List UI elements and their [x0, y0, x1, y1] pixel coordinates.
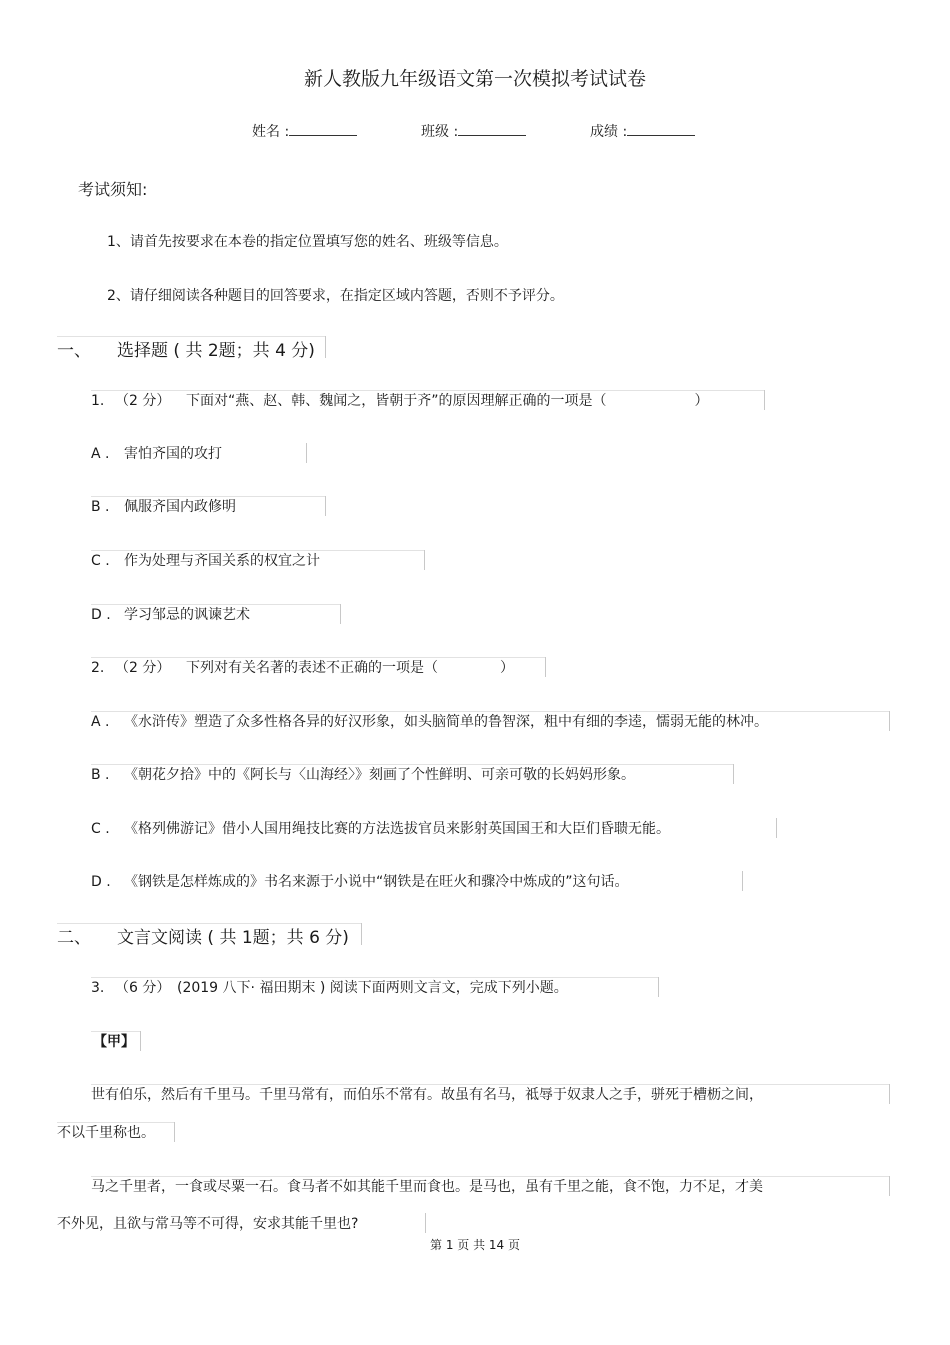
question-stem: 下列对有关名著的表述不正确的一项是（	[186, 660, 438, 676]
option-1c[interactable]	[91, 550, 320, 570]
question-stem: (2019 八下· 福田期末 ) 阅读下面两则文言文，完成下列小题。	[177, 980, 568, 996]
passage-line: 世有伯乐，然后有千里马。千里马常有，而伯乐不常有。故虽有名马，祗辱于奴隶人之手，骈死于槽枥之间，	[91, 1087, 763, 1103]
class-label: 班级 :	[421, 124, 459, 140]
section-frame-line	[361, 923, 362, 945]
option-label: A .	[91, 446, 110, 462]
option-label: C .	[91, 553, 110, 569]
name-blank[interactable]	[289, 121, 357, 136]
option-frame-line	[889, 711, 890, 731]
section-frame-line	[325, 336, 326, 358]
passage-line: 不外见，且欲与常马等不可得，安求其能千里也?	[57, 1216, 359, 1232]
name-label: 姓名 :	[252, 124, 290, 140]
question-3	[91, 977, 568, 997]
class-field[interactable]	[421, 121, 526, 141]
option-label: D .	[91, 607, 111, 623]
option-1d[interactable]	[91, 604, 250, 624]
passage-tag: 【甲】	[93, 1034, 135, 1050]
option-text: 学习邹忌的讽谏艺术	[124, 607, 250, 623]
option-text: 害怕齐国的攻打	[124, 446, 222, 462]
class-blank[interactable]	[458, 121, 526, 136]
notice-item: 2、请仔细阅读各种题目的回答要求，在指定区域内答题，否则不予评分。	[107, 288, 564, 304]
question-number: 1.	[91, 393, 105, 409]
question-score: （6 分）	[115, 980, 171, 996]
option-text: 《钢铁是怎样炼成的》书名来源于小说中“钢铁是在旺火和骤冷中炼成的”这句话。	[124, 874, 629, 890]
section-heading	[57, 923, 349, 948]
option-label: C .	[91, 821, 110, 837]
passage-frame-line	[425, 1213, 426, 1233]
name-field[interactable]	[252, 121, 357, 141]
option-label: B .	[91, 767, 110, 783]
section-title: 文言文阅读 ( 共 1题；共 6 分)	[117, 928, 349, 948]
option-1b[interactable]	[91, 496, 236, 516]
option-frame-line	[742, 871, 743, 891]
question-frame-line	[658, 977, 659, 997]
option-2c[interactable]	[91, 818, 670, 838]
option-frame-line	[424, 550, 425, 570]
section-index: 一、	[57, 341, 91, 361]
score-label: 成绩 :	[590, 124, 628, 140]
section-index: 二、	[57, 928, 91, 948]
option-2b[interactable]	[91, 764, 635, 784]
passage-line: 马之千里者，一食或尽粟一石。食马者不如其能千里而食也。是马也，虽有千里之能，食不饱，力不足，才美	[91, 1179, 763, 1195]
option-text: 作为处理与齐国关系的权宜之计	[124, 553, 320, 569]
notice-item: 1、请首先按要求在本卷的指定位置填写您的姓名、班级等信息。	[107, 234, 508, 250]
option-1a[interactable]	[91, 443, 222, 463]
answer-paren-close: ）	[500, 660, 514, 676]
option-frame-line	[733, 764, 734, 784]
option-text: 佩服齐国内政修明	[124, 499, 236, 515]
passage-frame-line	[889, 1176, 890, 1196]
score-blank[interactable]	[627, 121, 695, 136]
passage-frame-line	[889, 1084, 890, 1104]
option-label: D .	[91, 874, 111, 890]
notice-title: 考试须知:	[78, 180, 148, 199]
question-frame-line	[545, 657, 546, 677]
page-number: 第 1 页 共 14 页	[430, 1238, 520, 1252]
question-2	[91, 657, 514, 677]
option-frame-line	[340, 604, 341, 624]
question-number: 3.	[91, 980, 105, 996]
option-text: 《水浒传》塑造了众多性格各异的好汉形象，如头脑简单的鲁智深，粗中有细的李逵，懦弱无能的林冲。	[124, 714, 768, 730]
option-2a[interactable]	[91, 711, 768, 731]
passage-frame-line	[174, 1122, 175, 1142]
option-frame-line	[306, 443, 307, 463]
passage-line: 不以千里称也。	[57, 1125, 155, 1141]
question-score: （2 分）	[115, 660, 171, 676]
question-frame-line	[764, 390, 765, 410]
option-label: A .	[91, 714, 110, 730]
option-frame-line	[776, 818, 777, 838]
question-score: （2 分）	[115, 393, 171, 409]
question-stem: 下面对“燕、赵、韩、魏闻之，皆朝于齐”的原因理解正确的一项是（	[186, 393, 607, 409]
section-heading	[57, 336, 315, 361]
score-field[interactable]	[590, 121, 695, 141]
option-frame-line	[325, 496, 326, 516]
question-1	[91, 390, 709, 410]
passage-frame-line	[140, 1031, 141, 1051]
page-title: 新人教版九年级语文第一次模拟考试试卷	[303, 68, 646, 90]
question-number: 2.	[91, 660, 105, 676]
option-text: 《朝花夕拾》中的《阿长与〈山海经〉》刻画了个性鲜明、可亲可敬的长妈妈形象。	[124, 767, 635, 783]
answer-paren-close: ）	[694, 393, 709, 409]
option-2d[interactable]	[91, 871, 629, 891]
option-text: 《格列佛游记》借小人国用绳技比赛的方法选拔官员来影射英国国王和大臣们昏聩无能。	[124, 821, 670, 837]
section-title: 选择题 ( 共 2题；共 4 分)	[117, 341, 315, 361]
option-label: B .	[91, 499, 110, 515]
